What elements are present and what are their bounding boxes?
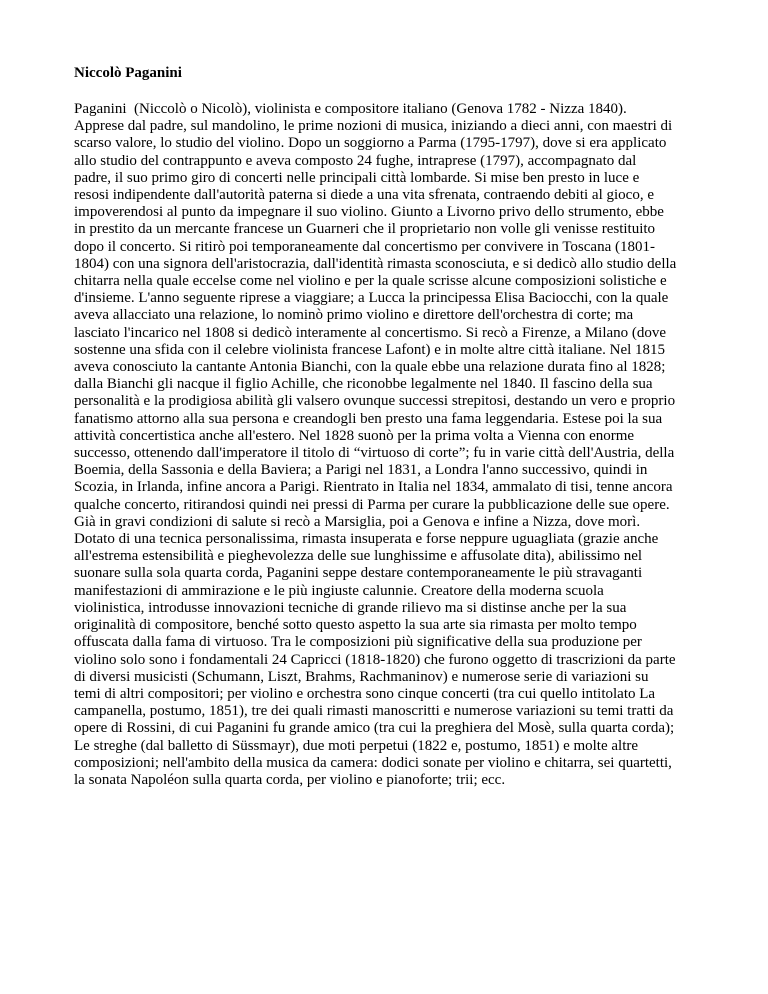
body-text-line: d'insieme. L'anno seguente riprese a viaggiare; a Lucca la principessa Elisa Baciocchi, con la quale: [74, 290, 669, 307]
body-text-line: successo, ottenendo dall'imperatore il titolo di “virtuoso di corte”; fu in varie città dell'Austria, della: [74, 445, 675, 462]
document-title: Niccolò Paganini: [74, 65, 182, 81]
body-text-line: Le streghe (dal balletto di Süssmayr), due moti perpetui (1822 e, postumo, 1851) e molte altre: [74, 737, 639, 754]
body-text-line: opere di Rossini, di cui Paganini fu grande amico (tra cui la preghiera del Mosè, sulla quarta corda);: [74, 720, 675, 737]
body-text-line: Paganini (Niccolò o Nicolò), violinista e compositore italiano (Genova 1782 - Nizza 1840).: [74, 101, 627, 117]
body-text-line: qualche concerto, ritirandosi quindi nei pressi di Parma per curare la pubblicazione delle sue opere.: [74, 496, 670, 513]
body-text-line: aveva allacciato una relazione, lo nominò primo violino e direttore dell'orchestra di corte; ma: [74, 307, 634, 324]
body-text-line: offuscata dalla fama di virtuoso. Tra le composizioni più significative della sua produzione per: [74, 634, 642, 651]
body-text-line: aveva conosciuto la cantante Antonia Bianchi, con la quale ebbe una relazione durata fino al 1828;: [74, 359, 666, 376]
body-text-line: Boemia, della Sassonia e della Baviera; a Parigi nel 1831, a Londra l'anno successivo, quindi in: [74, 462, 648, 479]
body-text-line: campanella, postumo, 1851), tre dei quali rimasti manoscritti e numerose variazioni su temi tratti da: [74, 703, 674, 720]
body-text-line: lasciato l'incarico nel 1808 si dedicò interamente al concertismo. Si recò a Firenze, a Milano (dove: [74, 324, 667, 341]
body-text-line: padre, il suo primo giro di concerti nelle principali città lombarde. Si mise ben presto in luce e: [74, 169, 640, 186]
body-text-line: temi di altri compositori; per violino e orchestra sono cinque concerti (tra cui quello intitolato La: [74, 685, 656, 702]
body-text-line: manifestazioni di ammirazione e le più ingiuste calunnie. Creatore della moderna scuola: [74, 582, 604, 599]
body-text-line: impoverendosi al punto da impegnare il suo violino. Giunto a Livorno privo dello strumento, ebbe: [74, 204, 664, 221]
body-text-line: dalla Bianchi gli nacque il figlio Achille, che riconobbe legalmente nel 1840. Il fascino della sua: [74, 376, 653, 393]
body-text-line: in prestito da un mercante francese un Guarneri che il proprietario non volle gli venisse restituito: [74, 221, 656, 238]
body-text-line: suonare sulla sola quarta corda, Paganini seppe destare contemporaneamente le più stravaganti: [74, 565, 643, 582]
body-text-line: la sonata Napoléon sulla quarta corda, per violino e pianoforte; trii; ecc.: [74, 771, 506, 788]
body-text-line: 1804) con una signora dell'aristocrazia, dall'identità rimasta sconosciuta, e si dedicò allo studio della: [74, 255, 677, 272]
body-text-line: originalità di compositore, benché sotto questo aspetto la sua arte sia rimasta per molto tempo: [74, 617, 637, 634]
body-text-line: attività concertistica anche all'estero. Nel 1828 suonò per la prima volta a Vienna con enorme: [74, 427, 635, 444]
body-text-line: sostenne una sfida con il celebre violinista francese Lafont) e in molte altre città italiane. Nel 1815: [74, 341, 666, 358]
body-text-line: composizioni; nell'ambito della musica da camera: dodici sonate per violino e chitarra, sei quartetti,: [74, 754, 672, 771]
body-text-line: Scozia, in Irlanda, infine ancora a Parigi. Rientrato in Italia nel 1834, ammalato di tisi, tenne ancora: [74, 479, 673, 496]
body-text-line: Apprese dal padre, sul mandolino, le prime nozioni di musica, iniziando a dieci anni, con maestri di: [74, 118, 673, 135]
body-text-line: resosi indipendente dall'autorità paterna si diede a una vita sfrenata, contraendo debiti al gioco, e: [74, 187, 654, 204]
body-text-line: Già in gravi condizioni di salute si recò a Marsiglia, poi a Genova e infine a Nizza, dove morì.: [74, 513, 641, 530]
body-text-line: personalità e la prodigiosa abilità gli valsero ovunque successi strepitosi, destando un vero e proprio: [74, 393, 676, 410]
body-text-line: all'estrema estensibilità e pieghevolezza delle sue lunghissime e affusolate dita), abilissimo nel: [74, 548, 643, 565]
body-text-line: chitarra nella quale eccelse come nel violino e per la quale scrisse alcune composizioni solistiche e: [74, 273, 667, 290]
document-page: [74, 64, 714, 789]
body-text-line: Dotato di una tecnica personalissima, rimasta insuperata e forse neppure uguagliata (grazie anche: [74, 531, 659, 548]
body-text-line: violinistica, introdusse innovazioni tecniche di grande rilievo ma si distinse anche per la sua: [74, 599, 627, 616]
document-body: [74, 101, 714, 789]
body-text-line: violino solo sono i fondamentali 24 Capricci (1818-1820) che furono oggetto di trascrizioni da parte: [74, 651, 676, 668]
body-text-line: allo studio del contrappunto e aveva composto 24 fughe, intraprese (1797), accompagnato dal: [74, 152, 637, 169]
body-text-line: scarso valore, lo studio del violino. Dopo un soggiorno a Parma (1795-1797), dove si era applicato: [74, 135, 667, 152]
body-text-line: dopo il concerto. Si ritirò poi temporaneamente dal concertismo per convivere in Toscana (1801-: [74, 238, 655, 255]
body-text-line: di diversi musicisti (Schumann, Liszt, Brahms, Rachmaninov) e numerose serie di variazioni su: [74, 668, 649, 685]
body-text-line: fanatismo attorno alla sua persona e creandogli ben presto una fama leggendaria. Estese poi la sua: [74, 410, 663, 427]
